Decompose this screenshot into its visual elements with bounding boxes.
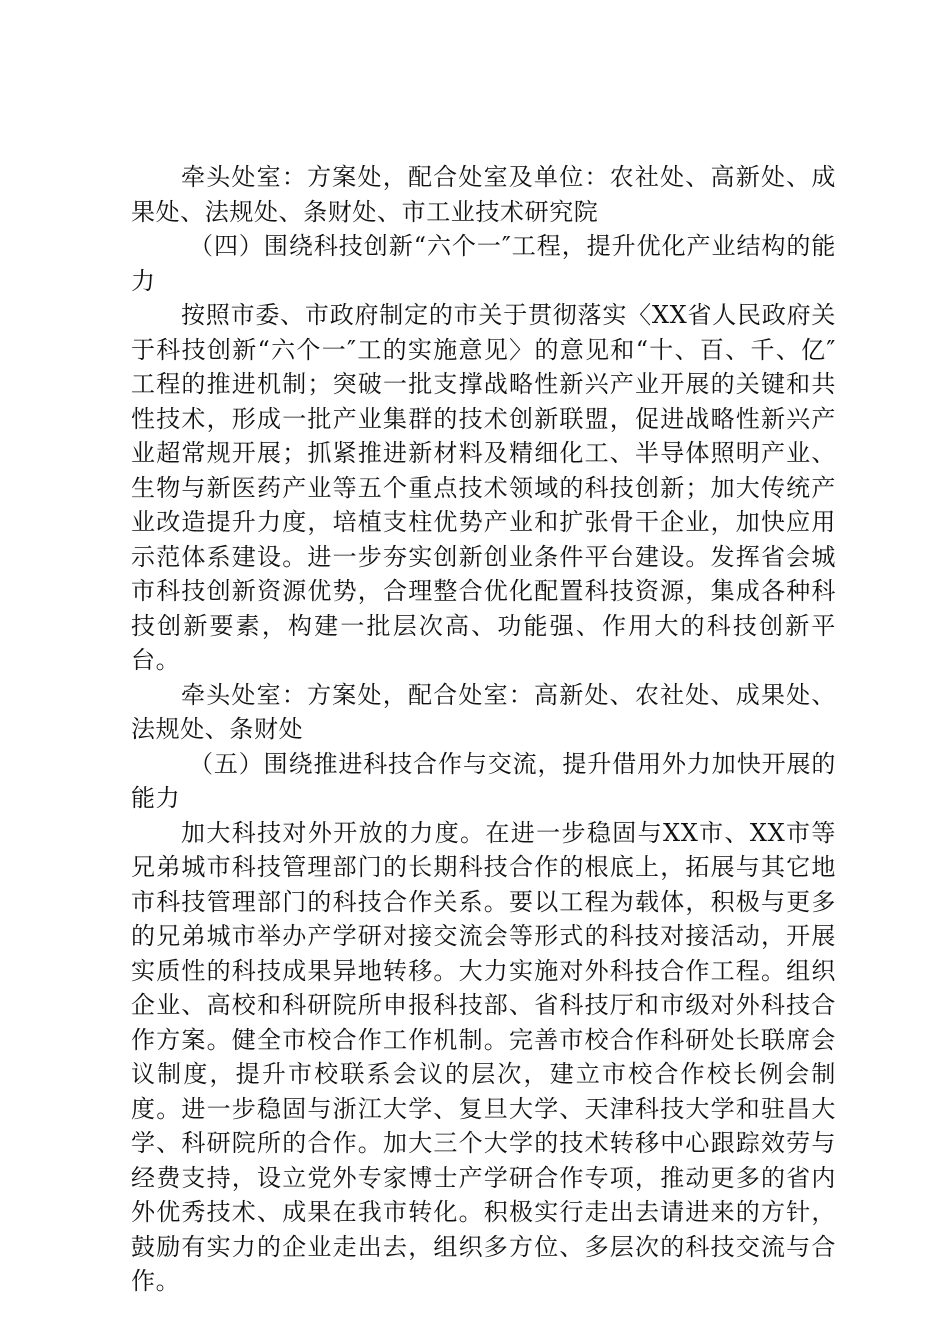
paragraph-lead-office-4: 牵头处室：方案处，配合处室：高新处、农社处、成果处、法规处、条财处 xyxy=(131,680,836,743)
paragraph-lead-office-3: 牵头处室：方案处，配合处室及单位：农社处、高新处、成果处、法规处、条财处、市工业技术研究院 xyxy=(131,163,836,226)
document-body xyxy=(131,160,836,1299)
section-heading-4: （四）围绕科技创新“六个一″工程，提升优化产业结构的能力 xyxy=(131,232,836,295)
paragraph-section-4-body: 按照市委、市政府制定的市关于贯彻落实〈XX省人民政府关于科技创新“六个一″工的实施意见〉的意见和“十、百、千、亿″工程的推进机制；突破一批支撑战略性新兴产业开展的关键和共性技术，形成一批产业集群的技术创新联盟，促进战略性新兴产业超常规开展；抓紧推进新材料及精细化工、半导体照明产业、生物与新医药产业等五个重点技术领域的科技创新；加大传统产业改造提升力度，培植支柱优势产业和扩张骨干企业，加快应用示范体系建设。进一步夯实创新创业条件平台建设。发挥省会城市科技创新资源优势，合理整合优化配置科技资源，集成各种科技创新要素，构建一批层次高、功能强、作用大的科技创新平台。 xyxy=(131,301,836,674)
section-heading-5: （五）围绕推进科技合作与交流，提升借用外力加快开展的能力 xyxy=(131,749,836,812)
paragraph-section-5-body: 加大科技对外开放的力度。在进一步稳固与XX市、XX市等兄弟城市科技管理部门的长期科技合作的根底上，拓展与其它地市科技管理部门的科技合作关系。要以工程为载体，积极与更多的兄弟城市举办产学研对接交流会等形式的科技对接活动，开展实质性的科技成果异地转移。大力实施对外科技合作工程。组织企业、高校和科研院所申报科技部、省科技厅和市级对外科技合作方案。健全市校合作工作机制。完善市校合作科研处长联席会议制度，提升市校联系会议的层次，建立市校合作校长例会制度。进一步稳固与浙江大学、复旦大学、天津科技大学和驻昌大学、科研院所的合作。加大三个大学的技术转移中心跟踪效劳与经费支持，设立党外专家博士产学研合作专项，推动更多的省内外优秀技术、成果在我市转化。积极实行走出去请进来的方针，鼓励有实力的企业走出去，组织多方位、多层次的科技交流与合作。 xyxy=(131,818,836,1295)
